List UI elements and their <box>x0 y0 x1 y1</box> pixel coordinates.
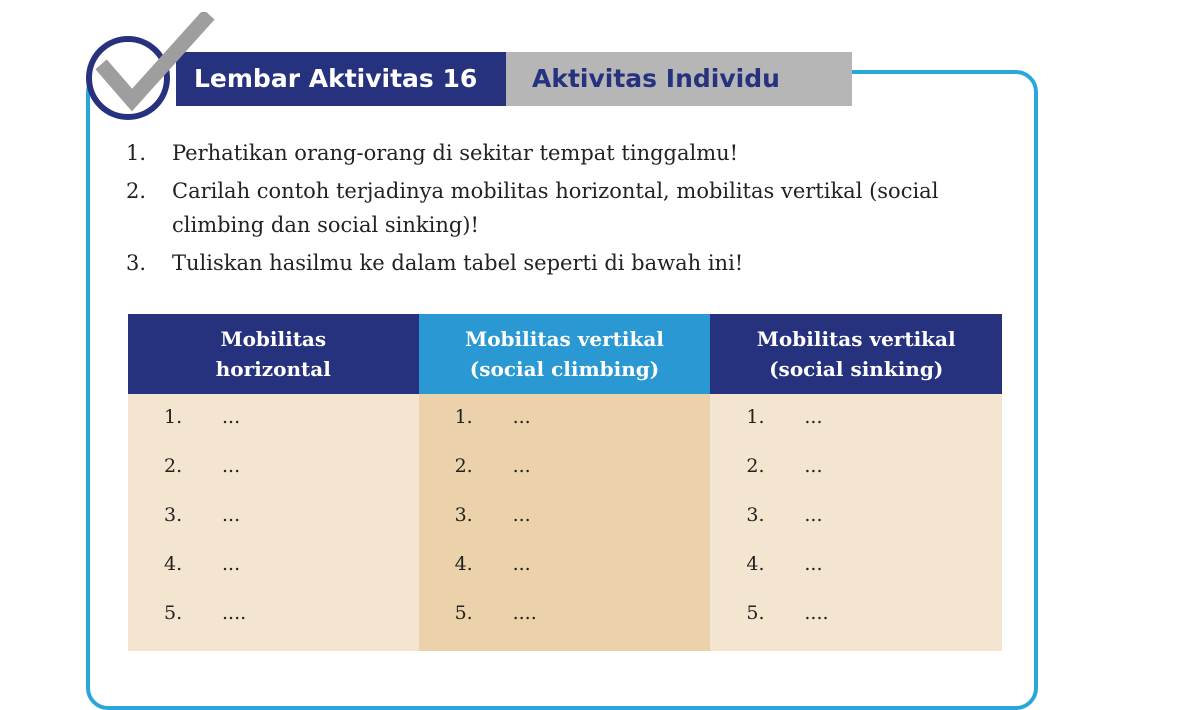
instruction-item <box>126 174 1016 242</box>
item-placeholder: .... <box>222 602 247 624</box>
item-number: 1. <box>164 406 183 428</box>
item-placeholder: ... <box>222 553 241 575</box>
item-placeholder: ... <box>804 406 823 428</box>
activity-title: Lembar Aktivitas 16 <box>176 52 506 106</box>
item-number: 2. <box>164 455 183 477</box>
instruction-number: 1. <box>126 141 147 165</box>
instruction-item <box>126 246 1016 280</box>
item-placeholder: ... <box>804 455 823 477</box>
item-number: 1. <box>746 406 765 428</box>
instruction-text: Tuliskan hasilmu ke dalam tabel seperti di bawah ini! <box>172 251 744 275</box>
list-item <box>746 602 1002 651</box>
item-number: 1. <box>454 406 473 428</box>
item-number: 3. <box>454 504 473 526</box>
item-number: 4. <box>454 553 473 575</box>
list-item <box>455 602 711 651</box>
table-row <box>128 394 1002 651</box>
list-item <box>164 455 419 504</box>
table-header-row <box>128 314 1002 394</box>
item-placeholder: ... <box>804 504 823 526</box>
column-social-climbing <box>419 394 711 651</box>
item-placeholder: .... <box>512 602 537 624</box>
instruction-item <box>126 136 1016 170</box>
instruction-list <box>126 136 1016 284</box>
header-line: horizontal <box>215 357 331 381</box>
item-number: 5. <box>164 602 183 624</box>
title-bar <box>176 52 852 106</box>
column-social-sinking <box>710 394 1002 651</box>
item-placeholder: ... <box>222 455 241 477</box>
list-item <box>746 406 1002 455</box>
header-line: (social sinking) <box>769 357 944 381</box>
item-placeholder: ... <box>512 553 531 575</box>
item-placeholder: ... <box>222 406 241 428</box>
list-item <box>164 406 419 455</box>
list-item <box>746 455 1002 504</box>
item-number: 5. <box>454 602 473 624</box>
header-horizontal <box>128 314 419 394</box>
instruction-number: 3. <box>126 251 147 275</box>
header-line: (social climbing) <box>469 357 660 381</box>
list-item <box>455 406 711 455</box>
item-placeholder: ... <box>512 504 531 526</box>
header-social-climbing <box>419 314 711 394</box>
list-item <box>455 504 711 553</box>
header-line: Mobilitas vertikal <box>756 327 956 351</box>
list-item <box>746 504 1002 553</box>
instruction-text: Carilah contoh terjadinya mobilitas horizontal, mobilitas vertikal (social climbing dan social sinking)! <box>172 179 939 237</box>
instruction-number: 2. <box>126 179 147 203</box>
activity-type: Aktivitas Individu <box>506 52 852 106</box>
activity-table <box>128 314 1002 651</box>
list-item <box>455 553 711 602</box>
item-number: 3. <box>164 504 183 526</box>
item-placeholder: ... <box>222 504 241 526</box>
list-item <box>164 553 419 602</box>
list-item <box>164 504 419 553</box>
header-line: Mobilitas <box>220 327 327 351</box>
list-item <box>164 602 419 651</box>
item-number: 4. <box>164 553 183 575</box>
item-number: 2. <box>746 455 765 477</box>
item-number: 2. <box>454 455 473 477</box>
header-social-sinking <box>710 314 1002 394</box>
item-placeholder: .... <box>804 602 829 624</box>
item-placeholder: ... <box>512 455 531 477</box>
list-item <box>455 455 711 504</box>
item-number: 5. <box>746 602 765 624</box>
item-placeholder: ... <box>804 553 823 575</box>
item-placeholder: ... <box>512 406 531 428</box>
checkmark-icon <box>92 12 222 122</box>
item-number: 3. <box>746 504 765 526</box>
list-item <box>746 553 1002 602</box>
item-number: 4. <box>746 553 765 575</box>
header-line: Mobilitas vertikal <box>465 327 664 351</box>
instruction-text: Perhatikan orang-orang di sekitar tempat tinggalmu! <box>172 141 739 165</box>
column-horizontal <box>128 394 419 651</box>
